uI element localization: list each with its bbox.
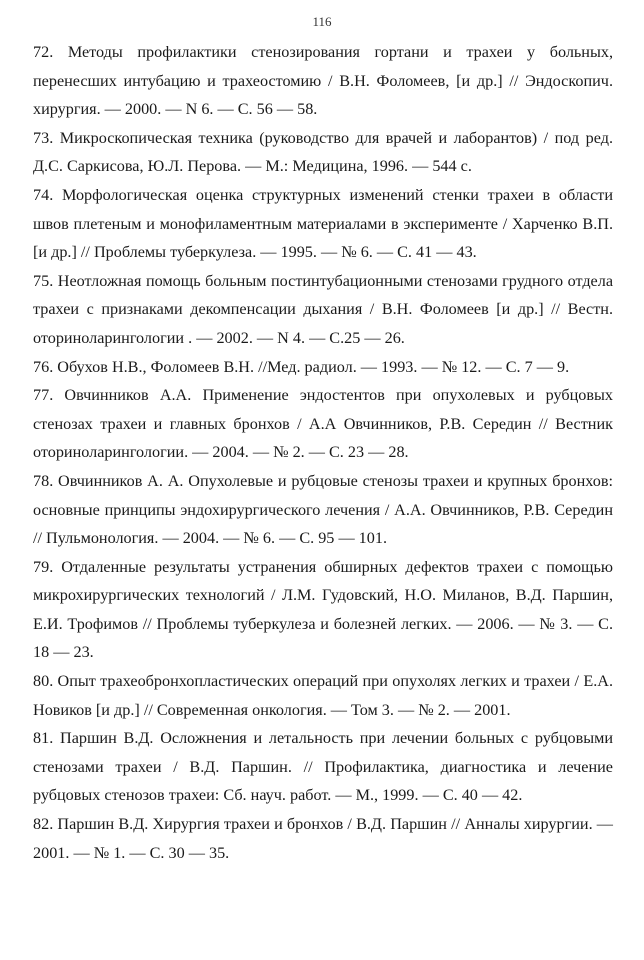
reference-item: 79. Отдаленные результаты устранения обширных дефектов трахеи с помощью микрохирургических технологий / Л.М. Гудовский, Н.О. Миланов, В.Д. Паршин, Е.И. Трофимов // Проблемы туберкулеза и болезней легких. — 2006. — № 3. — С. 18 — 23.: [33, 557, 613, 662]
reference-list: [33, 38, 613, 867]
reference-item: 77. Овчинников А.А. Применение эндостентов при опухолевых и рубцовых стенозах трахеи и главных бронхов / А.А Овчинников, Р.В. Середин // Вестник оториноларингологии. — 2004. — № 2. — С. 23 — 28.: [33, 386, 613, 462]
reference-item: 80. Опыт трахеобронхопластических операций при опухолях легких и трахеи / Е.А. Новиков [и др.] // Современная онкология. — Том 3. — № 2. — 2001.: [33, 672, 613, 719]
reference-item: 73. Микроскопическая техника (руководство для врачей и лаборантов) / под ред. Д.С. Саркисова, Ю.Л. Перова. — М.: Медицина, 1996. — 544 с.: [33, 128, 613, 176]
reference-item: 75. Неотложная помощь больным постинтубационными стенозами грудного отдела трахеи с признаками декомпенсации дыхания / В.Н. Фоломеев [и др.] // Вестн. оториноларингологии . — 2002. — N 4. — С.25 — 26.: [33, 271, 613, 347]
reference-item: 76. Обухов Н.В., Фоломеев В.Н. //Мед. радиол. — 1993. — № 12. — С. 7 — 9.: [33, 357, 570, 376]
page-number: 116: [312, 14, 332, 29]
reference-item: 78. Овчинников А. А. Опухолевые и рубцовые стенозы трахеи и крупных бронхов: основные принципы эндохирургического лечения / А.А. Овчинников, Р.В. Середин // Пульмонология. — 2004. — № 6. — С. 95 — 101.: [33, 471, 613, 548]
reference-item: 74. Морфологическая оценка структурных изменений стенки трахеи в области швов плетеным и монофиламентным материалами в эксперименте / Харченко В.П. [и др.] // Проблемы туберкулеза. — 1995. — № 6. — С. 41 — 43.: [33, 185, 613, 262]
reference-item: 72. Методы профилактики стенозирования гортани и трахеи у больных, перенесших интубацию и трахеостомию / В.Н. Фоломеев, [и др.] // Эндоскопич. хирургия. — 2000. — N 6. — С. 56 — 58.: [33, 43, 613, 119]
reference-item: 82. Паршин В.Д. Хирургия трахеи и бронхов / В.Д. Паршин // Анналы хирургии. — 2001. — № 1. — С. 30 — 35.: [33, 815, 613, 862]
reference-item: 81. Паршин В.Д. Осложнения и летальность при лечении больных с рубцовыми стенозами трахеи / В.Д. Паршин. // Профилактика, диагностика и лечение рубцовых стенозов трахеи: Сб. науч. работ. — М., 1999. — С. 40 — 42.: [33, 729, 613, 805]
